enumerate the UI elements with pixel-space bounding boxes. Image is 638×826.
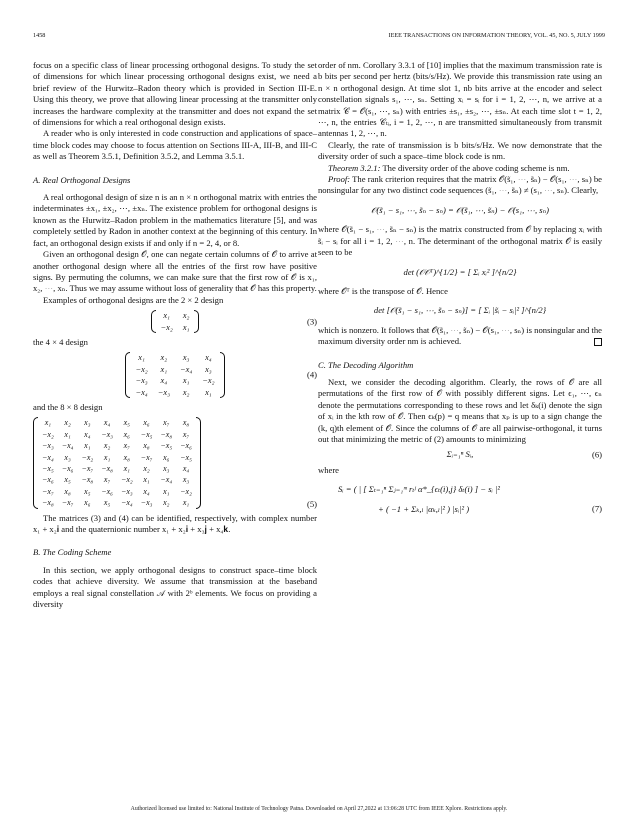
matrix-entry: x₁ <box>44 418 52 428</box>
matrix-entry: −x₄ <box>160 475 173 485</box>
paragraph: In this section, we apply orthogonal designs to construct space–time block codes that achieve diversity. We assume that transmission at the baseband employs a real signal constellation 𝒜 with 2ᵇ elements. We focus on providing a diversity <box>33 564 317 610</box>
matrix-entry: x₈ <box>182 418 190 428</box>
matrix-entry: −x₃ <box>101 429 113 439</box>
matrix-entry: x₂ <box>103 441 111 451</box>
matrix-entry: x₅ <box>64 475 71 485</box>
equation-4 <box>33 352 317 398</box>
license-footer: Authorized licensed use limited to: National Institute of Technology Patna. Downloaded on April 27,2022 at 13:06:28 UTC from IEEE Xplore. Restrictions apply. <box>130 806 508 812</box>
equation-number: (4) <box>306 369 317 380</box>
matrix-entry: x₆ <box>123 429 130 439</box>
matrix-row <box>38 452 196 463</box>
paragraph: and the 8 × 8 design <box>33 401 103 412</box>
matrix-entry: x₃ <box>182 475 190 485</box>
matrix-entry: −x₆ <box>180 441 192 451</box>
matrix-entry: −x₄ <box>42 452 54 462</box>
paragraph: Clearly, the rate of transmission is b bits/s/Hz. We now demonstrate that the diversity order of such a space–time block code is nm. <box>318 139 602 162</box>
matrix-entry: −x₄ <box>61 441 74 451</box>
matrix-entry: x₈ <box>143 441 150 451</box>
metric-expression: + ( −1 + Σₖ,ₗ |αₖ,ₗ|² ) |sᵢ|² ) <box>378 503 470 514</box>
matrix-row <box>38 497 196 508</box>
matrix-entry: −x₅ <box>180 452 192 462</box>
matrix-entry: x₈ <box>64 486 71 496</box>
matrix-entry: x₁ <box>84 441 91 451</box>
left-column <box>33 60 317 610</box>
matrix-entry: −x₂ <box>81 452 94 462</box>
matrix-entry: −x₄ <box>180 364 193 374</box>
journal-running-head: IEEE TRANSACTIONS ON INFORMATION THEORY, VOL. 45, NO. 5, JULY 1999 <box>388 32 605 39</box>
matrix-entry: x₅ <box>84 486 91 496</box>
paragraph: where 𝒪(s̃₁ − s₁, ⋯, s̃ₙ − sₙ) is the matrix constructed from 𝒪 by replacing xᵢ with s̃ᵢ − sᵢ for all i = 1, 2, ⋯, n. The determinant of the orthogonal matrix 𝒪 is easily seen to be <box>318 224 602 258</box>
theorem-label: Theorem 3.2.1: <box>328 162 381 173</box>
matrix-entry: −x₅ <box>42 464 54 473</box>
matrix-entry: x₃ <box>84 418 91 428</box>
matrix-entry: x₁ <box>182 498 190 508</box>
matrix-entry: −x₃ <box>135 376 148 386</box>
equation-7-line-1: Sᵢ = ( | [ Σₜ₌₁ⁿ Σⱼ₌₁ᵐ rₜʲ α*_{ϵₜ(i),j} δₜ(i) ] − sᵢ |² <box>338 484 500 495</box>
matrix-entry: −x₈ <box>42 498 54 508</box>
page-number: 1458 <box>33 32 46 39</box>
matrix-entry: −x₂ <box>202 376 215 386</box>
equation-number: (5) <box>306 499 317 510</box>
matrix-entry: −x₂ <box>42 429 54 439</box>
paragraph: the 4 × 4 design <box>33 336 88 347</box>
matrix-entry: −x₅ <box>140 429 153 439</box>
matrix-entry: x₄ <box>205 353 212 363</box>
proof-label: Proof: <box>328 174 351 185</box>
proof-conclusion: which is nonzero. It follows that 𝒪(s̃₁, ⋯, s̃ₙ) − 𝒪(s₁, ⋯, sₙ) is nonsingular and the maximum diversity order nm is achieved. <box>318 324 602 347</box>
paragraph: focus on a specific class of linear processing orthogonal designs. To study the set of dimensions for which linear processing orthogonal designs exist, we need a brief review of the Hurwitz–Radon theory which is provided in Section III-E. Using this theory, we prove that allowing linear processing at the transmitter only increases the hardware complexity at the transmitter and does not expand the set of dimensions for which a real orthogonal design exists. <box>33 60 317 128</box>
matrix-entry: −x₇ <box>140 452 153 462</box>
matrix-entry: x₃ <box>182 353 190 363</box>
matrix-row <box>38 429 196 440</box>
matrix-entry: x₄ <box>84 429 91 439</box>
matrix-row <box>130 364 219 375</box>
matrix-entry: x₂ <box>160 353 168 363</box>
matrix-entry: −x₃ <box>42 441 54 451</box>
paragraph: A reader who is only interested in code construction and applications of space–time block codes may choose to focus attention on Sections III-A, III-B, and III-C as well as Theorem 3.5.1, Definition 3.5.2, and Lemma 3.5.1. <box>33 128 317 162</box>
matrix-entry: x₃ <box>205 364 212 374</box>
matrix-entry: x₁ <box>123 464 130 473</box>
matrix-row <box>38 474 196 485</box>
matrix-entry: −x₈ <box>160 429 173 439</box>
matrix-row <box>130 375 219 386</box>
matrix-entry: x₄ <box>103 418 111 428</box>
matrix-entry: x₅ <box>103 498 111 508</box>
paragraph: Next, we consider the decoding algorithm. Clearly, the rows of 𝒪 are all permutations of the first row of 𝒪 with possibly different signs. Let ϵ₁, ⋯, ϵₙ denote the permutations corresponding to these rows and let δₖ(i) denote the sign of xᵢ in the kth row of 𝒪. Then ϵₖ(p) = q means that xₚ is up to a sign change the (k, q)th element of 𝒪. Since the columns of 𝒪 are all pairwise-orthogonal, it turns out that minimizing the metric of (2) amounts to minimizing <box>318 376 602 444</box>
matrix-entry: x₆ <box>84 498 91 508</box>
matrix-entry: −x₃ <box>140 498 153 508</box>
equation-number: (7) <box>591 503 602 514</box>
matrix-entry: x₄ <box>160 376 168 386</box>
matrix-entry: −x₂ <box>180 486 192 496</box>
matrix-entry: x₁ <box>182 376 190 386</box>
matrix-entry: −x₂ <box>120 475 133 485</box>
equation-5 <box>33 417 317 508</box>
equation-difference: 𝒪(s̃₁ − s₁, ⋯, s̃ₙ − sₙ) = 𝒪(s̃₁, ⋯, s̃ₙ) − 𝒪(s₁, ⋯, sₙ) <box>371 204 549 215</box>
matrix-entry: −x₅ <box>160 441 173 451</box>
matrix-entry: −x₄ <box>120 498 133 508</box>
matrix-entry: x₁ <box>103 452 111 462</box>
paragraph <box>318 325 602 348</box>
matrix-entry: x₁ <box>163 486 170 496</box>
matrix-entry: x₁ <box>182 322 190 332</box>
section-heading: A. Real Orthogonal Designs <box>33 174 131 185</box>
matrix-row <box>38 440 196 451</box>
matrix-entry: x₇ <box>163 418 170 428</box>
equation-determinant: det (𝒪𝒪ᵀ)^{1/2} = [ Σᵢ xᵢ² ]^{n/2} <box>403 266 517 277</box>
matrix-entry: −x₇ <box>61 498 74 508</box>
matrix-entry: −x₂ <box>135 364 148 374</box>
equation-3 <box>33 310 317 333</box>
matrix-row <box>130 352 219 363</box>
matrix-entry: −x₆ <box>42 475 54 485</box>
matrix-row <box>38 463 196 474</box>
matrix-2x2 <box>151 310 200 333</box>
paragraph: Given an orthogonal design 𝒪, one can negate certain columns of 𝒪 to arrive at another orthogonal design where all the entries of the first row have positive signs. By permuting the columns, we can make sure that the first row of 𝒪 is x₁, x₂, ⋯, xₙ. Thus we may assume without loss of generality that 𝒪 has this property. <box>33 249 317 294</box>
equation-7-line-2 <box>318 504 602 515</box>
matrix-entry: −x₆ <box>101 486 113 496</box>
sum-expression: Σᵢ₌₁ⁿ Sᵢ, <box>446 449 474 460</box>
paragraph: where <box>318 464 339 475</box>
matrix-entry: x₁ <box>163 311 170 321</box>
matrix-entry: x₁ <box>160 364 168 374</box>
right-column <box>318 60 602 519</box>
matrix-row <box>156 310 195 321</box>
section-heading: C. The Decoding Algorithm <box>318 359 414 370</box>
proof-text: The rank criterion requires that the matrix 𝒪(s̃₁, ⋯, s̃ₙ) − 𝒪(s₁, ⋯, sₙ) be nonsingular for any two distinct code sequences (s̃₁, ⋯, s̃ₙ) ≠ (s₁, ⋯, sₙ). Clearly, <box>318 174 602 196</box>
matrix-entry: x₈ <box>123 452 130 462</box>
theorem-text: The diversity order of the above coding scheme is nm. <box>382 162 570 173</box>
matrix-bracket-right <box>220 352 225 398</box>
matrix-entry: −x₃ <box>157 387 170 397</box>
matrix-entry: x₇ <box>182 429 190 439</box>
equation-number: (6) <box>591 449 602 460</box>
equation-determinant-diff: det [𝒪(s̃₁ − s₁, ⋯, s̃ₙ − sₙ)] = [ Σᵢ |s̃ᵢ − sᵢ|² ]^{n/2} <box>373 305 547 316</box>
matrix-entry: −x₇ <box>42 486 54 496</box>
paragraph: Examples of orthogonal designs are the 2 × 2 design <box>43 294 224 305</box>
paragraph: A real orthogonal design of size n is an n × n orthogonal matrix with entries the indeterminates ±x₁, ±x₂, ⋯, ±xₙ. The existence problem for orthogonal designs is known as the Hurwitz–Radon problem in the mathematics literature [5], and was completely settled by Radon in another context at the beginning of this century. In fact, an orthogonal design exists if and only if n = 2, 4, or 8. <box>33 192 317 248</box>
matrix-bracket-right <box>196 417 201 508</box>
matrix-entry: −x₆ <box>61 464 74 473</box>
paragraph: The matrices (3) and (4) can be identified, respectively, with complex number x₁ + x₂𝐢 and the quaternionic number x₁ + x₂𝐢 + x₃𝐣 + x₄𝐤. <box>33 512 317 535</box>
matrix-entry: −x₇ <box>81 464 94 473</box>
matrix-entry: x₂ <box>182 311 190 321</box>
matrix-4x4 <box>125 352 224 398</box>
matrix-body <box>156 310 195 333</box>
matrix-entry: −x₂ <box>160 322 173 332</box>
matrix-entry: x₂ <box>182 387 190 397</box>
matrix-entry: −x₈ <box>81 475 94 485</box>
matrix-entry: x₂ <box>143 464 150 473</box>
matrix-entry: x₆ <box>143 418 150 428</box>
matrix-8x8 <box>33 417 201 508</box>
matrix-row <box>156 322 195 333</box>
qed-box-icon <box>594 338 602 346</box>
paragraph: order of nm. Corollary 3.3.1 of [10] implies that the maximum transmission rate is b bits per second per hertz (bits/s/Hz). We provide this transmission rate using an n × n orthogonal design. At time slot 1, nb bits arrive at the encoder and select constellation signals s₁, ⋯, sₙ. Setting xᵢ = sᵢ for i = 1, 2, ⋯, n, we arrive at a matrix 𝒞 = 𝒪(s₁, ⋯, sₙ) with entries ±s₁, ±s₂, ⋯, ±sₙ. At each time slot t = 1, 2, ⋯, n, the entries 𝒞ₜᵢ, i = 1, 2, ⋯, n are transmitted simultaneously from transmit antennas 1, 2, ⋯, n. <box>318 60 602 139</box>
equation-6 <box>318 449 602 460</box>
matrix-row <box>130 387 219 398</box>
matrix-entry: x₄ <box>143 486 150 496</box>
theorem <box>318 163 602 174</box>
matrix-entry: x₆ <box>163 452 170 462</box>
matrix-entry: x₃ <box>163 464 170 473</box>
matrix-bracket-right <box>194 310 199 333</box>
matrix-entry: x₄ <box>182 464 190 473</box>
page-header <box>33 32 605 42</box>
matrix-entry: x₁ <box>205 387 212 397</box>
matrix-entry: x₇ <box>123 441 130 451</box>
matrix-entry: x₃ <box>64 452 71 462</box>
paragraph: where 𝒪ᵀ is the transpose of 𝒪. Hence <box>318 285 448 296</box>
matrix-body <box>38 417 196 508</box>
matrix-entry: −x₃ <box>120 486 133 496</box>
matrix-entry: x₂ <box>163 498 170 508</box>
equation-number: (3) <box>306 315 317 326</box>
matrix-entry: x₇ <box>103 475 111 485</box>
matrix-entry: x₁ <box>143 475 150 485</box>
matrix-entry: x₂ <box>64 418 71 428</box>
matrix-entry: x₁ <box>138 353 145 363</box>
matrix-entry: x₅ <box>123 418 130 428</box>
section-heading: B. The Coding Scheme <box>33 547 112 558</box>
matrix-row <box>38 417 196 428</box>
proof <box>318 174 602 197</box>
matrix-entry: −x₄ <box>135 387 148 397</box>
matrix-entry: −x₈ <box>101 464 113 473</box>
matrix-entry: x₁ <box>64 429 71 439</box>
matrix-row <box>38 486 196 497</box>
matrix-body <box>130 352 219 398</box>
